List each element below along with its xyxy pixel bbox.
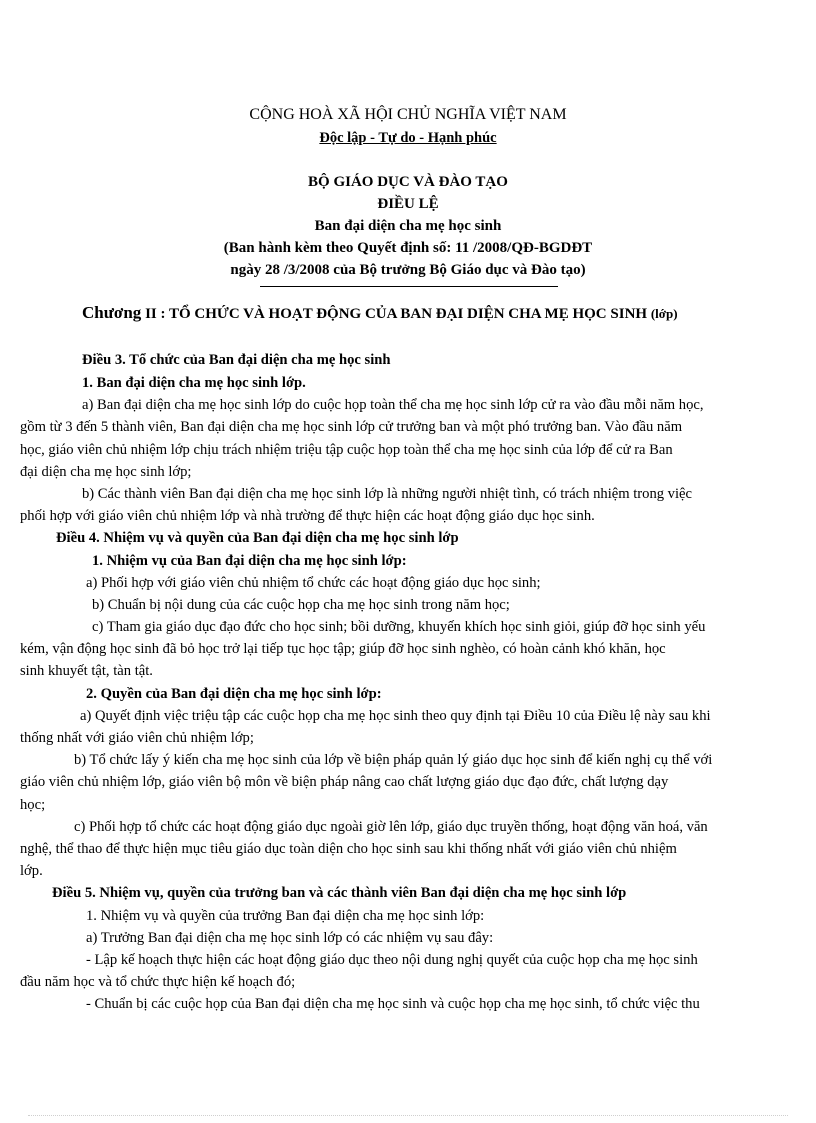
paragraph-line: thống nhất với giáo viên chủ nhiệm lớp; [20, 730, 254, 746]
paragraph-line: học; [20, 797, 46, 813]
paragraph-line: b) Các thành viên Ban đại diện cha mẹ học sinh lớp là những người nhiệt tình, có trách nhiệm trong việc [82, 486, 692, 502]
section-heading: 1. Ban đại diện cha mẹ học sinh lớp. [82, 375, 306, 391]
chapter-title: TỔ CHỨC VÀ HOẠT ĐỘNG CỦA BAN ĐẠI DIỆN CHA MẸ HỌC SINH [168, 306, 648, 322]
paragraph-line: a) Phối hợp với giáo viên chủ nhiệm tổ chức các hoạt động giáo dục học sinh; [86, 575, 541, 591]
national-motto: Độc lập - Tự do - Hạnh phúc [319, 130, 497, 146]
page-bottom-divider [28, 1115, 788, 1116]
section-heading: 1. Nhiệm vụ của Ban đại diện cha mẹ học sinh lớp: [92, 553, 407, 569]
paragraph-line: - Lập kế hoạch thực hiện các hoạt động giáo dục theo nội dung nghị quyết của cuộc họp cha mẹ học sinh [86, 952, 698, 968]
chapter-number: II : [145, 306, 166, 322]
paragraph-line: nghệ, thể thao để thực hiện mục tiêu giáo dục toàn diện cho học sinh sau khi thống nhất với giáo viên chủ nhiệm [20, 841, 677, 857]
paragraph-line: b) Chuẩn bị nội dung của các cuộc họp cha mẹ học sinh trong năm học; [92, 597, 510, 613]
paragraph-line: a) Quyết định việc triệu tập các cuộc họp cha mẹ học sinh theo quy định tại Điều 10 của Điều lệ này sau khi [80, 708, 711, 724]
paragraph-line: a) Trưởng Ban đại diện cha mẹ học sinh lớp có các nhiệm vụ sau đây: [86, 930, 494, 946]
paragraph-line: a) Ban đại diện cha mẹ học sinh lớp do cuộc họp toàn thể cha mẹ học sinh lớp cử ra vào đầu mỗi năm học, [82, 397, 704, 413]
article-4-heading: Điều 4. Nhiệm vụ và quyền của Ban đại diện cha mẹ học sinh lớp [56, 530, 459, 546]
decree-line-2: ngày 28 /3/2008 của Bộ trưởng Bộ Giáo dục và Đào tạo) [230, 262, 586, 278]
paragraph-line: học, giáo viên chủ nhiệm lớp chịu trách nhiệm triệu tập cuộc họp toàn thể cha mẹ học sinh của lớp để cử ra Ban [20, 442, 673, 458]
section-heading: 2. Quyền của Ban đại diện cha mẹ học sinh lớp: [86, 686, 382, 702]
paragraph-line: c) Phối hợp tổ chức các hoạt động giáo dục ngoài giờ lên lớp, giáo dục truyền thống, hoạt động văn hoá, văn [74, 819, 708, 835]
article-3-heading: Điều 3. Tổ chức của Ban đại diện cha mẹ học sinh [82, 352, 391, 368]
paragraph-line: gồm từ 3 đến 5 thành viên, Ban đại diện cha mẹ học sinh lớp cử trưởng ban và một phó trưởng ban. Vào đầu năm [20, 419, 683, 435]
chapter-suffix: (lớp) [650, 306, 678, 321]
paragraph-line: c) Tham gia giáo dục đạo đức cho học sinh; bồi dưỡng, khuyến khích học sinh giỏi, giúp đỡ học sinh yếu [92, 619, 706, 635]
document-title: Ban đại diện cha mẹ học sinh [314, 218, 502, 234]
country-heading: CỘNG HOÀ XÃ HỘI CHỦ NGHĨA VIỆT NAM [249, 106, 567, 123]
paragraph-line: phối hợp với giáo viên chủ nhiệm lớp và nhà trường để thực hiện các hoạt động giáo dục học sinh. [20, 508, 595, 524]
paragraph-line: giáo viên chủ nhiệm lớp, giáo viên bộ môn về biện pháp nâng cao chất lượng giáo dục đạo đức, chất lượng dạy [20, 774, 669, 790]
header-divider [260, 286, 558, 287]
article-5-heading: Điều 5. Nhiệm vụ, quyền của trưởng ban và các thành viên Ban đại diện cha mẹ học sinh lớp [52, 885, 627, 901]
chapter-prefix: Chương [82, 303, 142, 322]
document-type: ĐIỀU LỆ [377, 196, 439, 212]
ministry-heading: BỘ GIÁO DỤC VÀ ĐÀO TẠO [308, 174, 508, 190]
paragraph-line: - Chuẩn bị các cuộc họp của Ban đại diện cha mẹ học sinh và cuộc họp cha mẹ học sinh, tổ chức việc thu [86, 996, 700, 1012]
decree-line-1: (Ban hành kèm theo Quyết định số: 11 /2008/QĐ-BGDĐT [223, 240, 593, 256]
paragraph-line: lớp. [20, 863, 43, 879]
paragraph-line: kém, vận động học sinh đã bỏ học trở lại tiếp tục học tập; giúp đỡ học sinh nghèo, có hoàn cảnh khó khăn, học [20, 641, 666, 657]
paragraph-line: đại diện cha mẹ học sinh lớp; [20, 464, 192, 480]
paragraph-line: đầu năm học và tổ chức thực hiện kế hoạch đó; [20, 974, 296, 990]
paragraph-line: b) Tổ chức lấy ý kiến cha mẹ học sinh của lớp về biện pháp quản lý giáo dục học sinh để kiến nghị cụ thể với [74, 752, 713, 768]
chapter-heading [82, 303, 678, 323]
section-heading: 1. Nhiệm vụ và quyền của trưởng Ban đại diện cha mẹ học sinh lớp: [86, 908, 485, 924]
paragraph-line: sinh khuyết tật, tàn tật. [20, 663, 153, 679]
